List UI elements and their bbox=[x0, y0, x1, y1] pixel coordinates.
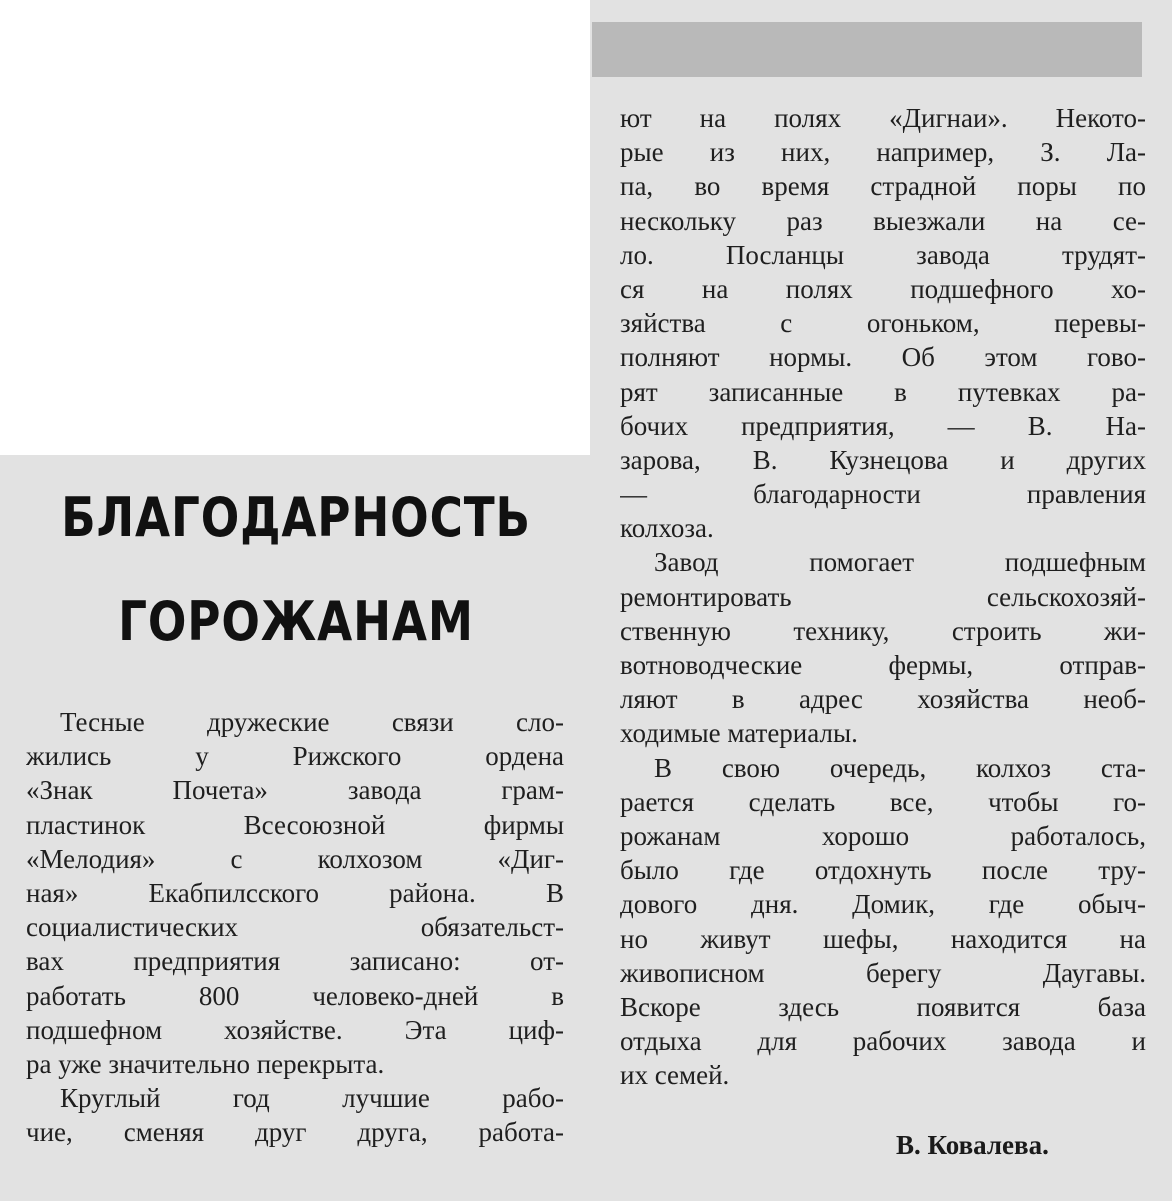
author-signature: В. Ковалева. bbox=[896, 1130, 1049, 1160]
right-column-text-line: отдыха для рабочих завода и bbox=[620, 1026, 1146, 1057]
right-column-text-line: В свою очередь, колхоз ста- bbox=[654, 752, 1146, 783]
left-column-text-line: жились у Рижского ордена bbox=[26, 741, 564, 772]
headline-line-2: ГОРОЖАНАМ bbox=[118, 590, 474, 653]
left-column-text-line: «Мелодия» с колхозом «Диг- bbox=[26, 843, 564, 874]
left-column-text-line: Круглый год лучшие рабо- bbox=[60, 1083, 564, 1114]
right-column-text-line: ся на полях подшефного хо- bbox=[620, 273, 1146, 304]
left-column-text-line: работать 800 человеко-дней в bbox=[26, 980, 564, 1011]
right-column-text-line: рят записанные в путевках ра- bbox=[620, 376, 1146, 407]
left-column-text-line: «Знак Почета» завода грам- bbox=[26, 775, 564, 806]
right-column-text-line: колхоза. bbox=[620, 513, 714, 544]
article-column-left bbox=[26, 705, 564, 1149]
right-column-text-line: па, во время страдной поры по bbox=[620, 171, 1146, 202]
right-column-text-line: было где отдохнуть после тру- bbox=[620, 855, 1146, 886]
right-column-text-line: ляют в адрес хозяйства необ- bbox=[620, 684, 1146, 715]
right-column-text-line: рается сделать все, чтобы го- bbox=[620, 786, 1146, 817]
left-column-text-line: социалистических обязательст- bbox=[26, 912, 564, 943]
right-column-text-line: зяйства с огоньком, перевы- bbox=[620, 308, 1146, 339]
right-column-text-line: Завод помогает подшефным bbox=[654, 547, 1146, 578]
right-column-text-line: ют на полях «Дигнаи». Некото- bbox=[620, 103, 1146, 133]
right-column-text-line: ло. Посланцы завода трудят- bbox=[620, 239, 1146, 270]
article-column-right bbox=[620, 101, 1146, 1092]
right-column-text-line: живописном берегу Даугавы. bbox=[620, 957, 1146, 988]
right-column-text-line: рые из них, например, З. Ла- bbox=[620, 137, 1146, 168]
right-column-text-line: зарова, В. Кузнецова и других bbox=[620, 444, 1146, 475]
right-column-text-line: их семей. bbox=[620, 1060, 730, 1091]
right-column-text-line: ственную технику, строить жи- bbox=[620, 615, 1146, 646]
right-column-text-line: Вскоре здесь появится база bbox=[620, 991, 1146, 1022]
left-column-text-line: чие, сменяя друг друга, работа- bbox=[26, 1117, 564, 1148]
right-column-text-line: ходимые материалы. bbox=[620, 718, 858, 749]
right-column-text-line: вотноводческие фермы, отправ- bbox=[620, 650, 1146, 680]
right-column-text-line: нескольку раз выезжали на се- bbox=[620, 205, 1146, 236]
left-column-text-line: вах предприятия записано: от- bbox=[26, 946, 564, 977]
right-column-text-line: но живут шефы, находится на bbox=[620, 923, 1146, 954]
left-column-text-line: ра уже значительно перекрыта. bbox=[26, 1048, 385, 1079]
left-column-text-line: пластинок Всесоюзной фирмы bbox=[26, 809, 564, 840]
right-column-text-line: бочих предприятия, — В. На- bbox=[620, 410, 1146, 441]
right-column-text-line: полняют нормы. Об этом гово- bbox=[620, 342, 1146, 373]
gray-header-rule bbox=[592, 22, 1142, 77]
left-column-text-line: Тесные дружеские связи сло- bbox=[60, 707, 564, 737]
left-column-text-line: ная» Екабпилсского района. В bbox=[26, 877, 564, 908]
left-column-text-line: подшефном хозяйстве. Эта циф- bbox=[26, 1014, 564, 1045]
right-column-text-line: — благодарности правления bbox=[620, 479, 1146, 510]
right-column-text-line: рожанам хорошо работалось, bbox=[620, 820, 1146, 851]
right-column-text-line: дового дня. Домик, где обыч- bbox=[620, 889, 1146, 920]
headline-line-1: БЛАГОДАРНОСТЬ bbox=[61, 486, 531, 549]
right-column-text-line: ремонтировать сельскохозяй- bbox=[620, 581, 1146, 612]
